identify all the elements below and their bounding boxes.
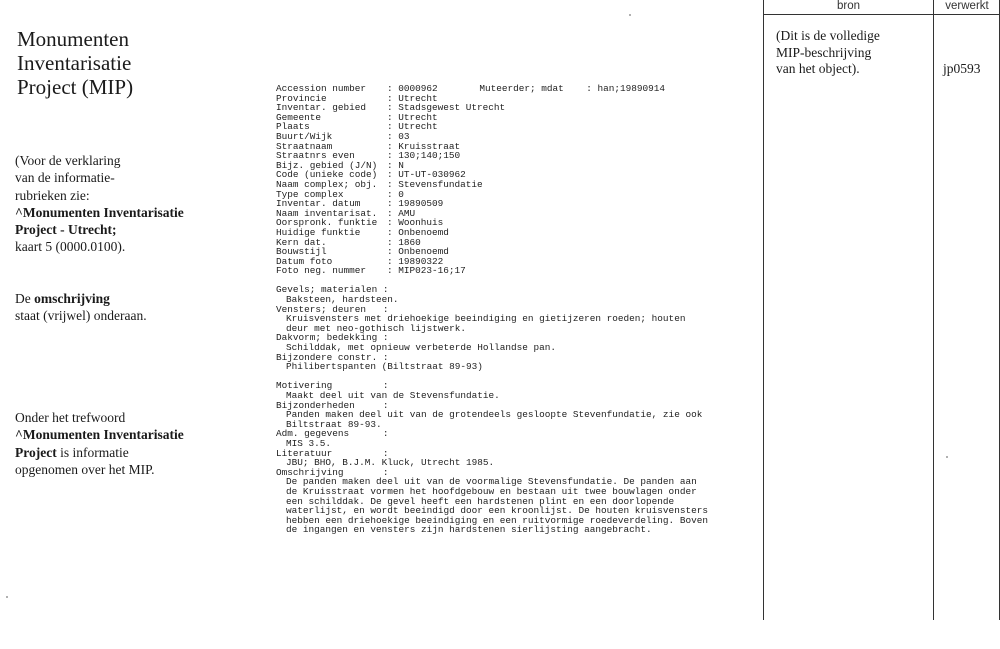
field-label: Type complex — [276, 188, 344, 200]
field-label: Inventar. gebied — [276, 102, 367, 114]
note-line: opgenomen over het MIP. — [15, 461, 155, 477]
field-label: Straatnrs even — [276, 150, 355, 162]
note-reference-link[interactable] — [15, 221, 235, 238]
field-value: : UT-UT-030962 — [387, 169, 466, 181]
bron-cell — [776, 28, 926, 78]
note-line: (Voor de verklaring — [15, 153, 121, 168]
note-bold: omschrijving — [34, 291, 110, 306]
field-value: : Onbenoemd — [387, 246, 449, 258]
record-section — [276, 449, 746, 468]
record-section — [276, 333, 746, 352]
section-text-line: de Kruisstraat vormen het hoofdgebouw en bestaan uit twee bouwlagen onder — [286, 485, 697, 497]
record-field-row — [276, 228, 746, 238]
field-label: Straatnaam — [276, 140, 333, 152]
field-value: : 19890509 — [387, 198, 444, 210]
record-section — [276, 353, 746, 372]
note-line: rubrieken zie: — [15, 187, 90, 203]
field-label: Buurt/Wijk — [276, 130, 333, 142]
bron-line: van het object). — [776, 61, 860, 76]
column-divider — [933, 0, 934, 620]
note-line — [15, 290, 235, 307]
field-label: Gemeente — [276, 111, 322, 123]
record-section — [276, 381, 746, 400]
field-label: Accession number — [276, 83, 367, 94]
record-field-row — [276, 238, 746, 248]
note-bold: ^Monumenten Inventarisatie — [15, 427, 184, 443]
field-label: Bijz. gebied (J/N) — [276, 159, 378, 171]
note-text: De — [15, 291, 35, 306]
note-reference-link[interactable] — [15, 426, 235, 443]
record-field-row — [276, 113, 746, 123]
section-text-line: Panden maken deel uit van de grotendeels gesloopte Stevenfundatie, zie ook — [286, 409, 703, 421]
section-heading: Motivering : — [276, 380, 389, 392]
section-text-line: Kruisvensters met driehoekige beeindiging en gietijzeren roeden; houten — [286, 313, 686, 325]
field-label: Provincie — [276, 92, 327, 104]
record-field-row — [276, 84, 746, 94]
note-line: staat (vrijwel) onderaan. — [15, 308, 147, 324]
field-value: : 1860 — [387, 236, 421, 248]
section-heading: Dakvorm; bedekking : — [276, 332, 389, 344]
field-value: : 19890322 — [387, 255, 444, 267]
section-heading: Vensters; deuren : — [276, 303, 389, 315]
section-text-line: Maakt deel uit van de Stevensfundatie. — [286, 390, 500, 401]
section-heading: Omschrijving : — [276, 466, 389, 478]
field-label: Inventar. datum — [276, 198, 361, 210]
record-field-row — [276, 180, 746, 190]
sidebar-note-description — [15, 290, 235, 325]
field-value: : AMU — [387, 207, 416, 219]
bron-line: MIP-beschrijving — [776, 44, 872, 60]
section-text-line: JBU; BHO, B.J.M. Kluck, Utrecht 1985. — [286, 457, 495, 469]
field-value: : Utrecht — [387, 92, 438, 104]
record-section — [276, 468, 746, 535]
record-sections-construction — [276, 285, 746, 371]
section-text-line: Schilddak, met opnieuw verbeterde Hollandse pan. — [286, 342, 557, 354]
section-heading: Adm. gegevens : — [276, 428, 389, 440]
sidebar-title — [17, 27, 217, 99]
note-line: kaart 5 (0000.0100). — [15, 239, 126, 255]
field-label: Naam complex; obj. — [276, 178, 378, 190]
section-text-line: een schilddak. De gevel heeft een hardstenen plint en een doorlopende — [286, 495, 675, 507]
field-value: : 03 — [387, 130, 410, 142]
section-heading: Bijzondere constr. : — [276, 351, 389, 363]
sidebar-note-keyword — [15, 409, 235, 478]
field-value: : Woonhuis — [387, 217, 444, 229]
field-value: : Stevensfundatie — [387, 178, 483, 190]
field-label: Foto neg. nummer — [276, 265, 367, 277]
record-section — [276, 305, 746, 334]
section-text-line: Biltstraat 89-93. — [286, 418, 382, 430]
field-label: Oorspronk. funktie — [276, 217, 378, 229]
field-value: : Onbenoemd — [387, 226, 449, 238]
column-divider — [763, 0, 764, 620]
note-line: Onder het trefwoord — [15, 410, 126, 425]
sidebar-note-legend — [15, 152, 235, 256]
field-value: : Stadsgewest Utrecht — [387, 102, 506, 114]
section-heading: Literatuur : — [276, 447, 389, 459]
section-text-line: MIS 3.5. — [286, 437, 332, 449]
note-line — [15, 444, 235, 461]
section-text-line: Baksteen, hardsteen. — [286, 294, 399, 306]
bron-line: (Dit is de volledige — [776, 28, 880, 43]
verwerkt-cell: jp0593 — [943, 61, 981, 76]
note-bold: Project — [15, 444, 57, 460]
sidebar-title-line: Project (MIP) — [17, 75, 134, 99]
field-label: Bouwstijl — [276, 246, 327, 258]
record-section — [276, 401, 746, 430]
field-extra: Muteerder; mdat : han;19890914 — [445, 83, 666, 94]
field-value: : 0 — [387, 188, 404, 200]
field-value: : N — [387, 159, 404, 171]
record-field-row — [276, 247, 746, 257]
column-header-bron: bron — [836, 0, 861, 12]
section-text-line: waterlijst, en wordt beeindigd door een kroonlijst. De houten kruisvensters — [286, 505, 708, 517]
field-value: : Kruisstraat — [387, 140, 461, 152]
note-text: is informatie — [56, 444, 129, 460]
record-fields — [276, 84, 746, 276]
field-value: : MIP023-16;17 — [387, 265, 466, 277]
field-label: Code (unieke code) — [276, 169, 378, 181]
scan-speck — [629, 14, 631, 16]
section-heading: Gevels; materialen : — [276, 284, 389, 296]
record-sections-description — [276, 381, 746, 535]
field-label: Huidige funktie — [276, 226, 361, 238]
record-card — [276, 84, 746, 535]
section-text-line: deur met neo-gothisch lijstwerk. — [286, 322, 467, 334]
section-text-line: hebben een driehoekige beeindiging en een ruitvormige roedeverdeling. Boven — [286, 514, 708, 526]
scan-speck — [946, 456, 948, 458]
field-label: Naam inventarisat. — [276, 207, 378, 219]
field-label: Plaats — [276, 121, 310, 133]
section-text-line: De panden maken deel uit van de voormalige Stevensfundatie. De panden aan — [286, 476, 697, 488]
field-label: Datum foto — [276, 255, 333, 267]
record-field-row — [276, 122, 746, 132]
sidebar-title-line: Inventarisatie — [17, 51, 132, 75]
note-bold: ^Monumenten Inventarisatie — [15, 204, 184, 220]
sidebar-title-line: Monumenten — [17, 27, 129, 51]
record-field-row — [276, 103, 746, 113]
record-field-row — [276, 266, 746, 276]
record-section — [276, 285, 746, 304]
note-reference-link[interactable] — [15, 204, 235, 221]
scan-speck — [6, 596, 8, 598]
field-value: : 0000962 — [387, 83, 438, 94]
section-text-line: Philibertspanten (Biltstraat 89-93) — [286, 361, 483, 373]
note-line: van de informatie- — [15, 170, 115, 186]
record-section — [276, 429, 746, 448]
field-value: : 130;140;150 — [387, 150, 461, 162]
section-heading: Bijzonderheden : — [276, 399, 389, 411]
field-value: : Utrecht — [387, 111, 438, 123]
section-text-line: de ingangen en vensters zijn hardstenen sierlijsting aangebracht. — [286, 524, 652, 536]
record-field-row — [276, 132, 746, 142]
column-header-verwerkt: verwerkt — [945, 0, 989, 12]
field-label: Kern dat. — [276, 236, 327, 248]
note-bold: Project - Utrecht; — [15, 222, 117, 238]
field-value: : Utrecht — [387, 121, 438, 133]
